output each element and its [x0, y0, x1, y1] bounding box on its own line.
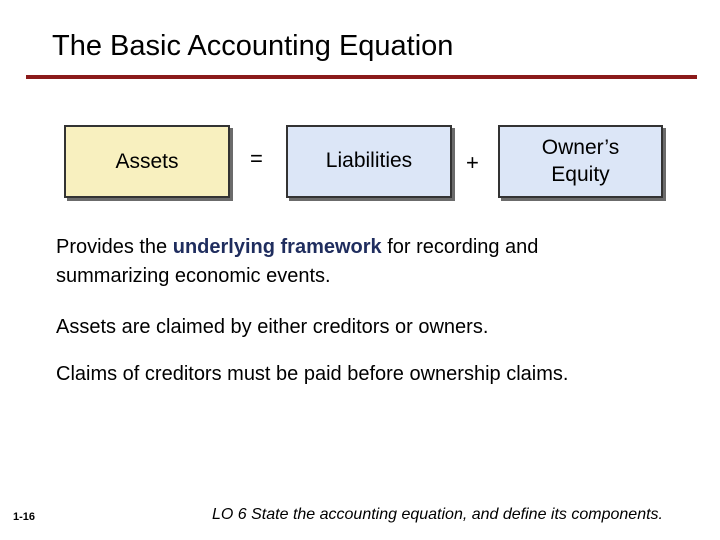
claims-paragraph: Assets are claimed by either creditors or owners.: [56, 316, 489, 338]
framework-text-pre: Provides the: [56, 236, 173, 258]
assets-label: Assets: [115, 150, 179, 173]
framework-highlight: underlying framework: [172, 236, 382, 258]
framework-paragraph: [56, 233, 656, 291]
equals-sign: =: [250, 146, 263, 171]
owners-equity-box: [498, 125, 663, 198]
owners-equity-line2: Equity: [551, 162, 610, 186]
owners-equity-label: [542, 135, 619, 188]
liabilities-label: Liabilities: [325, 149, 413, 173]
learning-objective-footer: LO 6 State the accounting equation, and define its components.: [212, 506, 663, 523]
slide-title: The Basic Accounting Equation: [52, 30, 454, 62]
plus-sign: +: [466, 150, 479, 175]
framework-text-post: for recording and summarizing economic events.: [56, 236, 539, 287]
title-underline: [26, 75, 697, 79]
owners-equity-line1: Owner’s: [541, 136, 620, 160]
creditor-priority-paragraph: Claims of creditors must be paid before ownership claims.: [56, 363, 569, 385]
slide-number: 1-16: [13, 511, 36, 523]
assets-box: [64, 125, 230, 198]
liabilities-box: [286, 125, 452, 198]
